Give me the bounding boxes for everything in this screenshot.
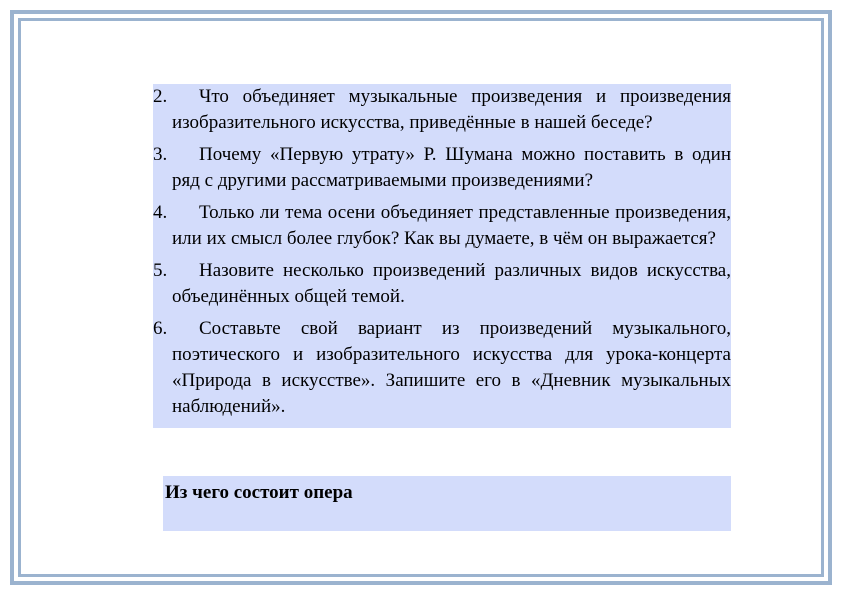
section-heading: Из чего состоит опера [165,482,353,503]
question-number: 3. [153,144,168,165]
question-number: 2. [153,86,168,107]
question-item [153,258,731,310]
question-number: 5. [153,260,168,281]
question-text: Почему «Первую утрату» Р. Шумана можно поставить в один ряд с другими рассматриваемыми произведениями? [172,144,731,191]
question-text: Назовите несколько произведений различных видов искусства, объединённых общей темой. [172,260,731,307]
question-number: 4. [153,202,168,223]
heading-block [163,476,731,531]
question-item [153,200,731,252]
question-item [153,316,731,420]
question-text: Что объединяет музыкальные произведения и произведения изобразительного искусства, приведённые в нашей беседе? [172,86,731,133]
question-text: Составьте свой вариант из произведений музыкального, поэтического и изобразительного искусства для урока-концерта «Природа в искусстве». Запишите его в «Дневник музыкальных наблюдений». [172,318,731,417]
question-text: Только ли тема осени объединяет представленные произведения, или их смысл более глубок? Как вы думаете, в чём он выражается? [172,202,731,249]
question-item [153,142,731,194]
question-item [153,84,731,136]
question-number: 6. [153,318,168,339]
questions-block [153,84,731,428]
